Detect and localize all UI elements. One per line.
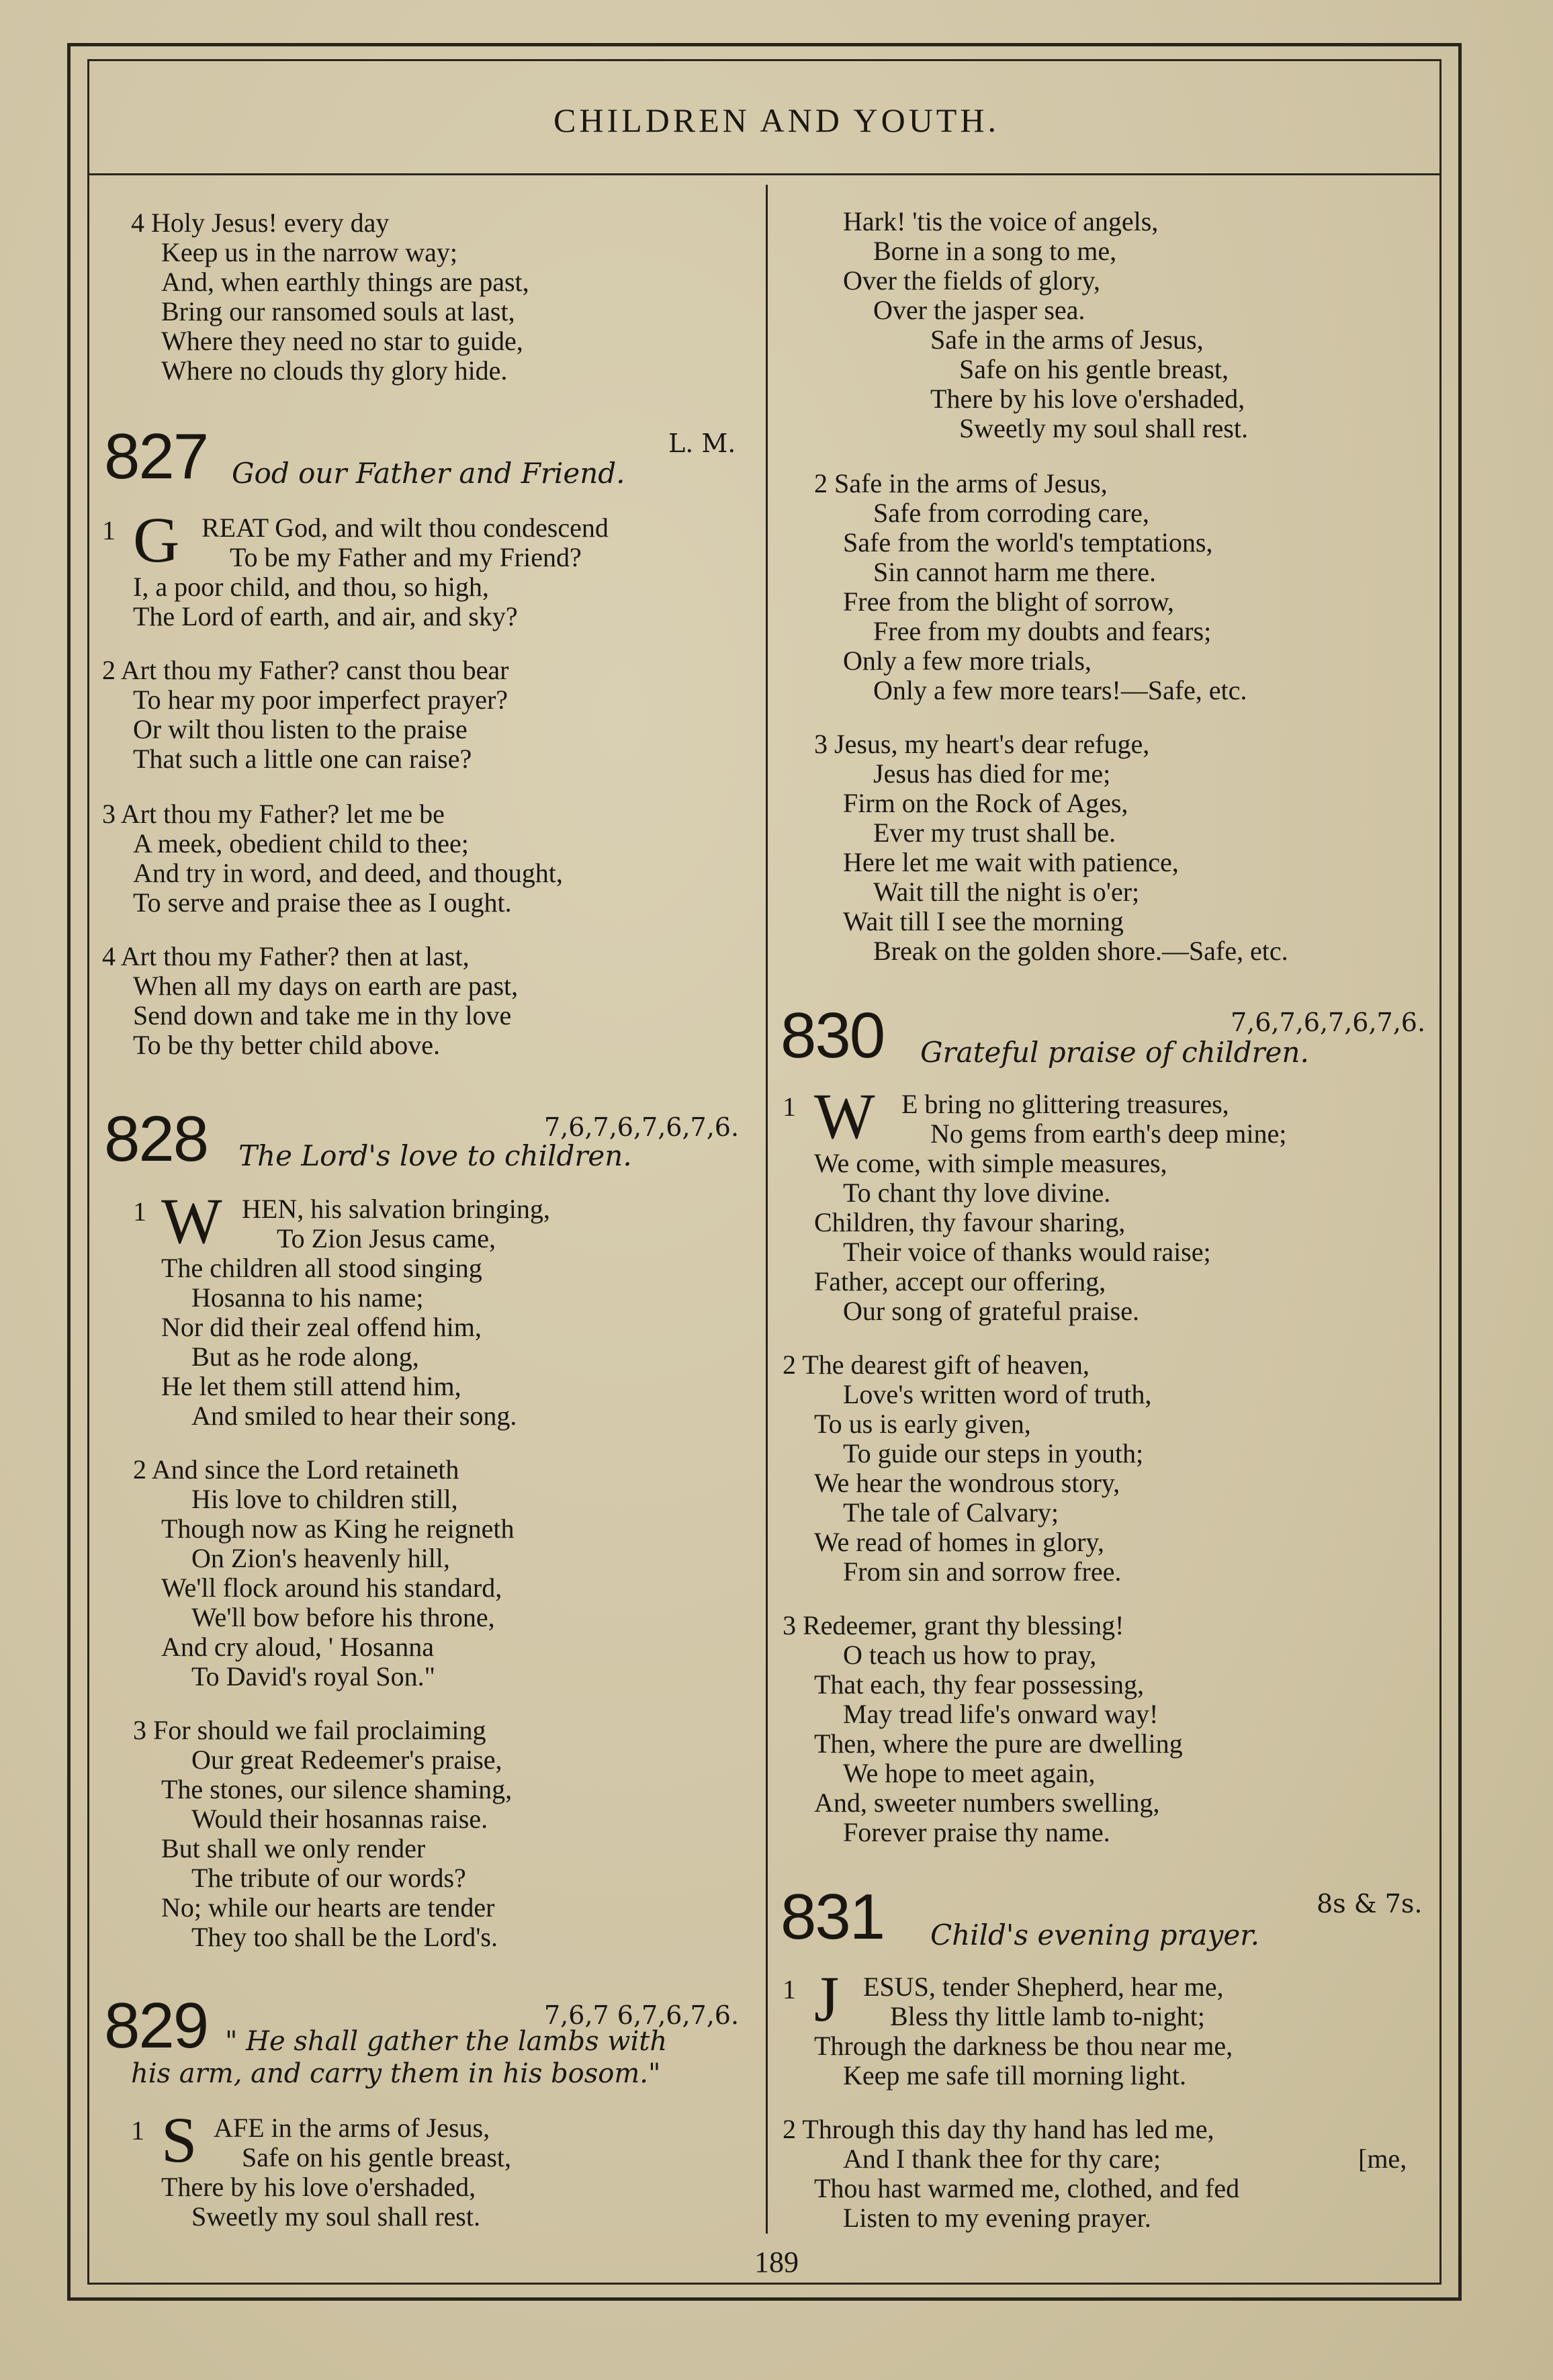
turnover-bracket: [me, — [1358, 2144, 1407, 2174]
verse-line: Bless thy little lamb to-night; — [890, 2001, 1205, 2031]
verse-line: To serve and praise thee as I ought. — [133, 887, 512, 918]
verse-line: There by his love o'ershaded, — [161, 2172, 476, 2202]
verse-line: We come, with simple measures, — [814, 1148, 1167, 1178]
verse-line: Wait till I see the morning — [843, 906, 1124, 936]
verse-line: We hear the wondrous story, — [814, 1468, 1120, 1498]
verse-line: Thou hast warmed me, clothed, and fed — [814, 2173, 1240, 2203]
verse-line: Through the darkness be thou near me, — [814, 2031, 1233, 2061]
verse-line: Safe on his gentle breast, — [959, 354, 1229, 384]
verse-line: Their voice of thanks would raise; — [843, 1237, 1211, 1267]
verse-line: 4 Holy Jesus! every day — [131, 208, 390, 238]
verse-line: Sweetly my soul shall rest. — [959, 413, 1248, 443]
verse-line: 3 Jesus, my heart's dear refuge, — [814, 729, 1150, 759]
verse-line: Love's written word of truth, — [843, 1379, 1152, 1409]
verse-line: To chant thy love divine. — [843, 1178, 1111, 1208]
hymn-meter: 7,6,7,6,7,6,7,6. — [1231, 1008, 1426, 1037]
right-rule-outer — [1458, 43, 1462, 2297]
hymn-number: 827 — [104, 421, 208, 492]
verse-line: ESUS, tender Shepherd, hear me, — [863, 1972, 1224, 2002]
verse-line: Jesus has died for me; — [873, 758, 1111, 789]
bottom-rule-outer — [67, 2297, 1462, 2301]
top-rule-inner — [87, 59, 1441, 61]
hymn-number: 831 — [781, 1881, 885, 1953]
verse-line: Free from the blight of sorrow, — [843, 586, 1174, 617]
verse-line: Listen to my evening prayer. — [843, 2203, 1151, 2233]
verse-line: We read of homes in glory, — [814, 1527, 1104, 1557]
verse-line: E bring no glittering treasures, — [901, 1089, 1229, 1119]
verse-line: And, sweeter numbers swelling, — [814, 1788, 1160, 1818]
drop-cap: J — [814, 1963, 840, 2035]
hymn-number: 828 — [104, 1103, 208, 1175]
verse-line: Over the fields of glory, — [843, 265, 1100, 296]
verse-line: To us is early given, — [814, 1409, 1031, 1439]
verse-line: And smiled to hear their song. — [191, 1401, 517, 1431]
verse-line: To guide our steps in youth; — [843, 1438, 1144, 1468]
verse-line: Keep me safe till morning light. — [843, 2060, 1186, 2090]
verse-line: 3 For should we fail proclaiming — [133, 1715, 486, 1745]
verse-line: On Zion's heavenly hill, — [191, 1543, 450, 1573]
verse-line: No; while our hearts are tender — [161, 1892, 495, 1923]
verse-line: That each, thy fear possessing, — [814, 1669, 1144, 1700]
verse-line: Would their hosannas raise. — [191, 1804, 488, 1834]
verse-line: AFE in the arms of Jesus, — [214, 2113, 490, 2143]
verse-line: To Zion Jesus came, — [277, 1223, 496, 1253]
drop-cap: W — [161, 1185, 222, 1257]
verse-line: Ever my trust shall be. — [873, 818, 1116, 848]
hymn-title: Child's evening prayer. — [930, 1919, 1259, 1951]
verse-line: Our song of grateful praise. — [843, 1296, 1139, 1326]
page-number: 189 — [754, 2246, 799, 2279]
verse-line: We'll bow before his throne, — [191, 1602, 495, 1632]
verse-line: Or wilt thou listen to the praise — [133, 714, 468, 744]
verse-line: 2 The dearest gift of heaven, — [783, 1350, 1090, 1380]
verse-line: To hear my poor imperfect prayer? — [133, 685, 508, 715]
verse-line: We hope to meet again, — [843, 1758, 1096, 1788]
verse-line: The stones, our silence shaming, — [161, 1774, 513, 1804]
verse-line: Hark! 'tis the voice of angels, — [843, 206, 1159, 236]
verse-line: That such a little one can raise? — [133, 744, 472, 774]
verse-line: Send down and take me in thy love — [133, 1000, 512, 1030]
verse-line: They too shall be the Lord's. — [191, 1922, 498, 1952]
drop-cap: S — [161, 2104, 197, 2176]
verse-line: Here let me wait with patience, — [843, 847, 1179, 877]
verse-line: To David's royal Son." — [191, 1661, 435, 1691]
verse-line: 4 Art thou my Father? then at last, — [102, 941, 470, 971]
verse-line: Then, where the pure are dwelling — [814, 1728, 1183, 1759]
left-rule-inner — [87, 59, 89, 2283]
verse-number: 1 — [133, 1196, 146, 1227]
top-rule-outer — [67, 43, 1462, 46]
verse-line: A meek, obedient child to thee; — [133, 828, 469, 858]
hymn-meter: 7,6,7 6,7,6,7,6. — [544, 2000, 740, 2030]
hymn-meter: 8s & 7s. — [1317, 1889, 1423, 1919]
bottom-rule-inner — [87, 2283, 1441, 2285]
verse-line: Forever praise thy name. — [843, 1817, 1110, 1847]
verse-line: 2 Safe in the arms of Jesus, — [814, 468, 1108, 498]
verse-line: Sin cannot harm me there. — [873, 557, 1156, 587]
verse-line: Over the jasper sea. — [873, 295, 1085, 325]
verse-line: 3 Art thou my Father? let me be — [102, 799, 445, 829]
verse-line: And try in word, and deed, and thought, — [133, 858, 563, 888]
verse-line: 2 And since the Lord retaineth — [133, 1454, 459, 1485]
hymn-title: God our Father and Friend. — [232, 457, 625, 490]
verse-line: REAT God, and wilt thou condescend — [202, 513, 609, 543]
verse-line: The tribute of our words? — [191, 1863, 466, 1893]
verse-line: Our great Redeemer's praise, — [191, 1745, 502, 1775]
verse-line: But as he rode along, — [191, 1341, 419, 1372]
drop-cap: W — [814, 1080, 875, 1152]
verse-line: His love to children still, — [191, 1484, 458, 1514]
hymn-meter: 7,6,7,6,7,6,7,6. — [544, 1112, 740, 1142]
verse-line: Nor did their zeal offend him, — [161, 1312, 482, 1342]
verse-line: Safe from corroding care, — [873, 498, 1149, 528]
verse-line: Only a few more tears!—Safe, etc. — [873, 675, 1247, 705]
verse-line: 2 Through this day thy hand has led me, — [783, 2114, 1214, 2144]
verse-line: We'll flock around his standard, — [161, 1573, 502, 1603]
verse-line: But shall we only render — [161, 1833, 426, 1863]
hymn-title-line-1: " He shall gather the lambs with — [225, 2026, 668, 2057]
verse-line: The children all stood singing — [161, 1253, 482, 1283]
header-rule — [87, 173, 1441, 175]
verse-number: 1 — [131, 2115, 144, 2146]
verse-line: Where they need no star to guide, — [161, 326, 523, 356]
verse-line: Though now as King he reigneth — [161, 1513, 515, 1544]
verse-line: Safe on his gentle breast, — [242, 2142, 511, 2172]
verse-line: HEN, his salvation bringing, — [242, 1194, 550, 1224]
verse-line: The Lord of earth, and air, and sky? — [133, 601, 518, 631]
verse-line: Safe in the arms of Jesus, — [930, 324, 1204, 355]
running-head: CHILDREN AND YOUTH. — [553, 101, 1000, 139]
verse-number: 1 — [783, 1974, 796, 2004]
verse-line: 3 Redeemer, grant thy blessing! — [783, 1610, 1124, 1640]
column-divider — [766, 185, 768, 2234]
verse-line: Where no clouds thy glory hide. — [161, 355, 508, 386]
verse-line: To be my Father and my Friend? — [230, 542, 582, 572]
verse-line: I, a poor child, and thou, so high, — [133, 572, 489, 602]
verse-line: Father, accept our offering, — [814, 1266, 1106, 1296]
verse-line: There by his love o'ershaded, — [930, 384, 1245, 414]
left-rule-outer — [67, 43, 71, 2297]
verse-line: He let them still attend him, — [161, 1371, 461, 1401]
verse-line: Only a few more trials, — [843, 646, 1092, 676]
verse-line: And cry aloud, ' Hosanna — [161, 1632, 434, 1662]
verse-line: And I thank thee for thy care; — [843, 2144, 1161, 2174]
verse-line: Free from my doubts and fears; — [873, 616, 1212, 646]
verse-line: Keep us in the narrow way; — [161, 237, 457, 267]
verse-line: The tale of Calvary; — [843, 1497, 1059, 1528]
verse-line: O teach us how to pray, — [843, 1640, 1097, 1670]
verse-line: Bring our ransomed souls at last, — [161, 296, 515, 326]
drop-cap: G — [133, 504, 180, 576]
right-rule-inner — [1439, 59, 1441, 2283]
verse-line: To be thy better child above. — [133, 1030, 441, 1060]
verse-line: 2 Art thou my Father? canst thou bear — [102, 655, 509, 685]
hymn-title: Grateful praise of children. — [920, 1036, 1309, 1069]
verse-number: 1 — [102, 515, 116, 545]
verse-line: Hosanna to his name; — [191, 1282, 424, 1313]
verse-line: Safe from the world's temptations, — [843, 527, 1213, 558]
verse-line: When all my days on earth are past, — [133, 971, 519, 1001]
verse-line: May tread life's onward way! — [843, 1699, 1159, 1729]
verse-line: Children, thy favour sharing, — [814, 1207, 1126, 1237]
verse-number: 1 — [783, 1092, 796, 1122]
hymn-title: The Lord's love to children. — [238, 1139, 632, 1172]
verse-line: Firm on the Rock of Ages, — [843, 788, 1128, 818]
verse-line: And, when earthly things are past, — [161, 267, 529, 297]
verse-line: From sin and sorrow free. — [843, 1556, 1122, 1587]
hymn-number: 830 — [781, 1000, 885, 1071]
verse-line: Break on the golden shore.—Safe, etc. — [873, 936, 1288, 966]
verse-line: Borne in a song to me, — [873, 236, 1117, 266]
verse-line: No gems from earth's deep mine; — [930, 1118, 1287, 1149]
hymn-meter: L. M. — [668, 429, 736, 458]
verse-line: Sweetly my soul shall rest. — [191, 2201, 480, 2232]
hymn-title-line-2: his arm, and carry them in his bosom." — [131, 2058, 661, 2089]
hymn-number: 829 — [104, 1990, 208, 2062]
verse-line: Wait till the night is o'er; — [873, 877, 1140, 907]
